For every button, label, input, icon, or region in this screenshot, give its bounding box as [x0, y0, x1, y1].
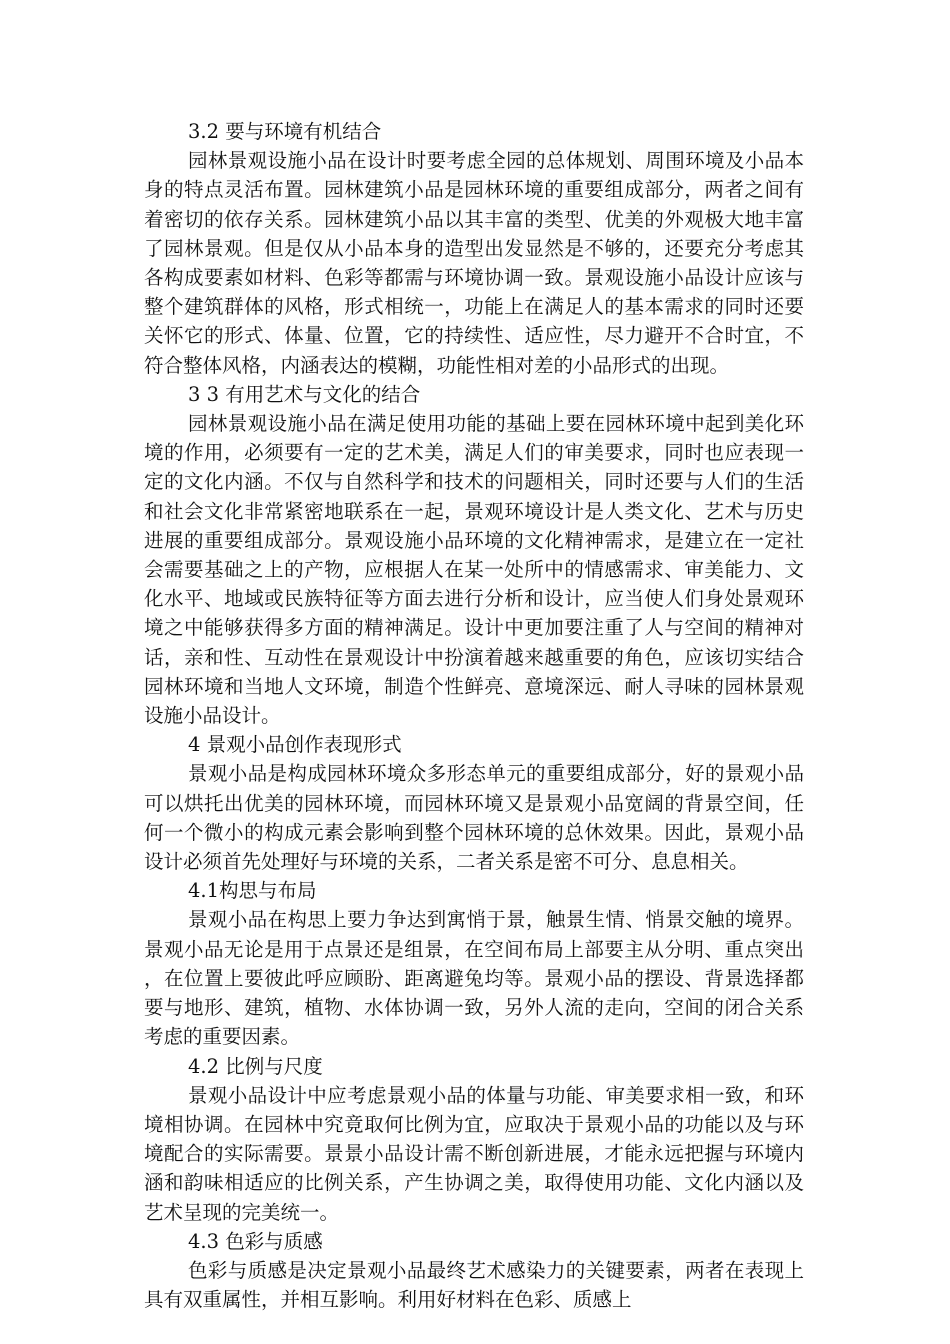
- section-heading-3-3: 3 3 有用艺术与文化的结合: [188, 382, 421, 406]
- section-paragraph-4-2: 景观小品设计中应考虑景观小品的体量与功能、审美要求相一致，和环境相协调。在园林中究竟取何比例为宜，应取决于景观小品的功能以及与环境配合的实际需要。景景小品设计需不断创新进展，才能永远把握与环境内涵和韵味相适应的比例关系，产生协调之美，取得使用功能、文化内涵以及艺术呈现的完美统一。: [144, 1083, 804, 1224]
- section-paragraph-3-3: 园林景观设施小品在满足使用功能的基础上要在园林环境中起到美化环境的作用，必须要有一定的艺术美，满足人们的审美要求，同时也应表现一定的文化内涵。不仅与自然科学和技术的问题相关，同时还要与人们的生活和社会文化非常紧密地联系在一起，景观环境设计是人类文化、艺术与历史进展的重要组成部分。景观设施小品环境的文化精神需求，是建立在一定社会需要基础之上的产物，应根据人在某一处所中的情感需求、审美能力、文化水平、地域或民族特征等方面去进行分析和设计，应当使人们身处景观环境之中能够获得多方面的精神满足。设计中更加要注重了人与空间的精神对话，亲和性、互动性在景观设计中扮演着越来越重要的角色，应该切实结合园林环境和当地人文环境，制造个性鲜亮、意境深远、耐人寻味的园林景观设施小品设计。: [144, 412, 804, 728]
- section-heading-3-2: 3.2 要与环境有机结合: [188, 120, 382, 143]
- section-paragraph-4-1: 景观小品在构思上要力争达到寓悄于景，触景生情、悄景交触的境界。景观小品无论是用于点景还是组景，在空间布局上部要主从分明、重点突出，在位置上要彼此呼应顾盼、距离避兔均等。景观小品的摆设、背景选择都要与地形、建筑，植物、水体协调一致，另外人流的走向，空间的闭合关系考虑的重要因素。: [144, 908, 804, 1049]
- section-paragraph-4-3: 色彩与质感是决定景观小品最终艺术感染力的关键要素，两者在表现上具有双重属性，并相互影响。利用好材料在色彩、质感上: [144, 1258, 804, 1312]
- section-heading-4-2: 4.2 比例与尺度: [188, 1054, 323, 1078]
- section-heading-4: 4 景观小品创作表现形式: [188, 733, 402, 757]
- section-paragraph-4: 景观小品是构成园林环境众多形态单元的重要组成部分，好的景观小品可以烘托出优美的园林环境，而园林环境又是景观小品宽阔的背景空间，任何一个微小的构成元素会影响到整个园林环境的总休效果。因此，景观小品设计必须首先处理好与环境的关系，二者关系是密不可分、息息相关。: [144, 762, 804, 874]
- section-paragraph-3-2: 园林景观设施小品在设计时要考虑全园的总体规划、周围环境及小品本身的特点灵活布置。园林建筑小品是园林环境的重要组成部分，两者之间有着密切的依存关系。园林建筑小品以其丰富的类型、优美的外观极大地丰富了园林景观。但是仅从小品本身的造型出发显然是不够的，还要充分考虑其各构成要素如材料、色彩等都需与环境协调一致。景观设施小品设计应该与整个建筑群体的风格，形式相统一，功能上在满足人的基本需求的同时还要关怀它的形式、体量、位置，它的持续性、适应性，尽力避开不合时宜，不符合整体风格，内涵表达的模糊，功能性相对差的小品形式的出现。: [144, 149, 804, 377]
- document-body: [144, 117, 804, 1314]
- section-heading-4-1: 4.1构思与布局: [188, 879, 317, 903]
- section-heading-4-3: 4.3 色彩与质感: [188, 1229, 323, 1253]
